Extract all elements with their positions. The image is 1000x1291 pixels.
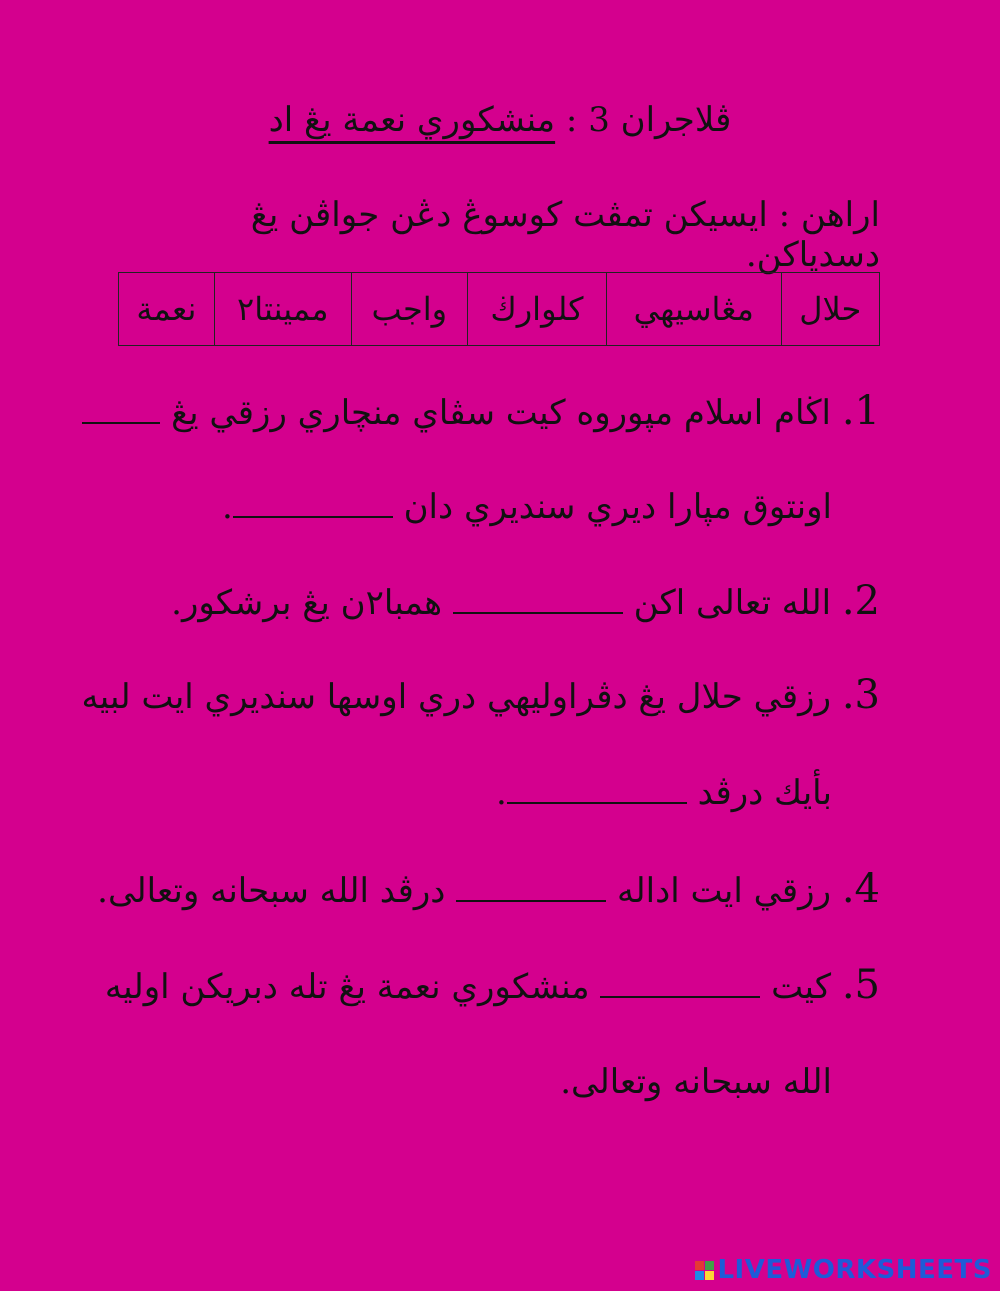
question-3-line-2: بأيك درڤد . bbox=[495, 773, 832, 813]
question-text: درڤد الله سبحانه وتعالى. bbox=[97, 871, 446, 911]
question-number: 4. bbox=[841, 866, 880, 912]
question-text: همبا٢ن يڠ برشکور. bbox=[171, 583, 443, 623]
question-number: 3. bbox=[841, 672, 880, 718]
logo-square bbox=[695, 1271, 704, 1280]
question-text: کيت bbox=[771, 967, 832, 1007]
question-text: الله سبحانه وتعالى. bbox=[560, 1062, 832, 1102]
logo-square bbox=[705, 1271, 714, 1280]
question-1-line-1 bbox=[82, 388, 880, 434]
question-5-line-1 bbox=[105, 962, 880, 1008]
word-bank-cell: مڠاسيهي bbox=[606, 273, 781, 346]
question-text: اڬام اسلام مپوروه کيت سڤاي منچاري رزقي يڠ bbox=[171, 393, 832, 433]
logo-square bbox=[705, 1261, 714, 1270]
question-5-line-2 bbox=[560, 1062, 832, 1102]
answer-blank[interactable] bbox=[233, 486, 393, 518]
question-text: اونتوق مپارا ديري سنديري دان bbox=[403, 487, 832, 527]
brand-name: LIVEWORKSHEETS bbox=[717, 1255, 992, 1285]
word-bank bbox=[118, 272, 880, 346]
question-text: الله تعالى اکن bbox=[633, 583, 832, 623]
question-number: 5. bbox=[841, 962, 880, 1008]
question-text: رزقي ايت اداله bbox=[617, 871, 832, 911]
question-2 bbox=[171, 578, 880, 624]
question-text: بأيك درڤد bbox=[697, 773, 832, 813]
question-text: رزقي حلال يڠ دڤراوليهي دري اوسها سنديري ايت لبيه bbox=[81, 677, 832, 717]
question-text: منشکوري نعمة يڠ تله دبريکن اوليه bbox=[104, 967, 590, 1007]
word-bank-cell: حلال bbox=[781, 273, 879, 346]
answer-blank[interactable] bbox=[456, 870, 606, 902]
answer-blank[interactable] bbox=[453, 582, 623, 614]
word-bank-cell: نعمة bbox=[119, 273, 215, 346]
title-prefix: ڤلاجران 3 : bbox=[555, 100, 732, 140]
answer-blank[interactable] bbox=[600, 966, 760, 998]
question-number: 2. bbox=[841, 578, 880, 624]
liveworksheets-logo[interactable] bbox=[695, 1255, 992, 1285]
title-underlined: منشکوري نعمة يڠ اد bbox=[268, 100, 556, 140]
question-3-line-1 bbox=[82, 672, 880, 718]
word-bank-cell: کلوارڬ bbox=[467, 273, 606, 346]
answer-blank[interactable] bbox=[82, 392, 160, 424]
question-1-line-2: اونتوق مپارا ديري سنديري دان . bbox=[221, 487, 832, 527]
logo-square bbox=[695, 1261, 704, 1270]
word-bank-cell: ممينتا٢ bbox=[214, 273, 351, 346]
logo-icon bbox=[695, 1261, 714, 1280]
question-number: 1. bbox=[841, 388, 880, 434]
page-title bbox=[0, 100, 1000, 140]
word-bank-cell: واجب bbox=[351, 273, 467, 346]
question-4 bbox=[97, 866, 880, 912]
instruction-text: اراهن : ايسيکن تمڤت کوسوڠ دڠن جواڤن يڠ دسدياکن. bbox=[250, 195, 880, 275]
answer-blank[interactable] bbox=[507, 772, 687, 804]
